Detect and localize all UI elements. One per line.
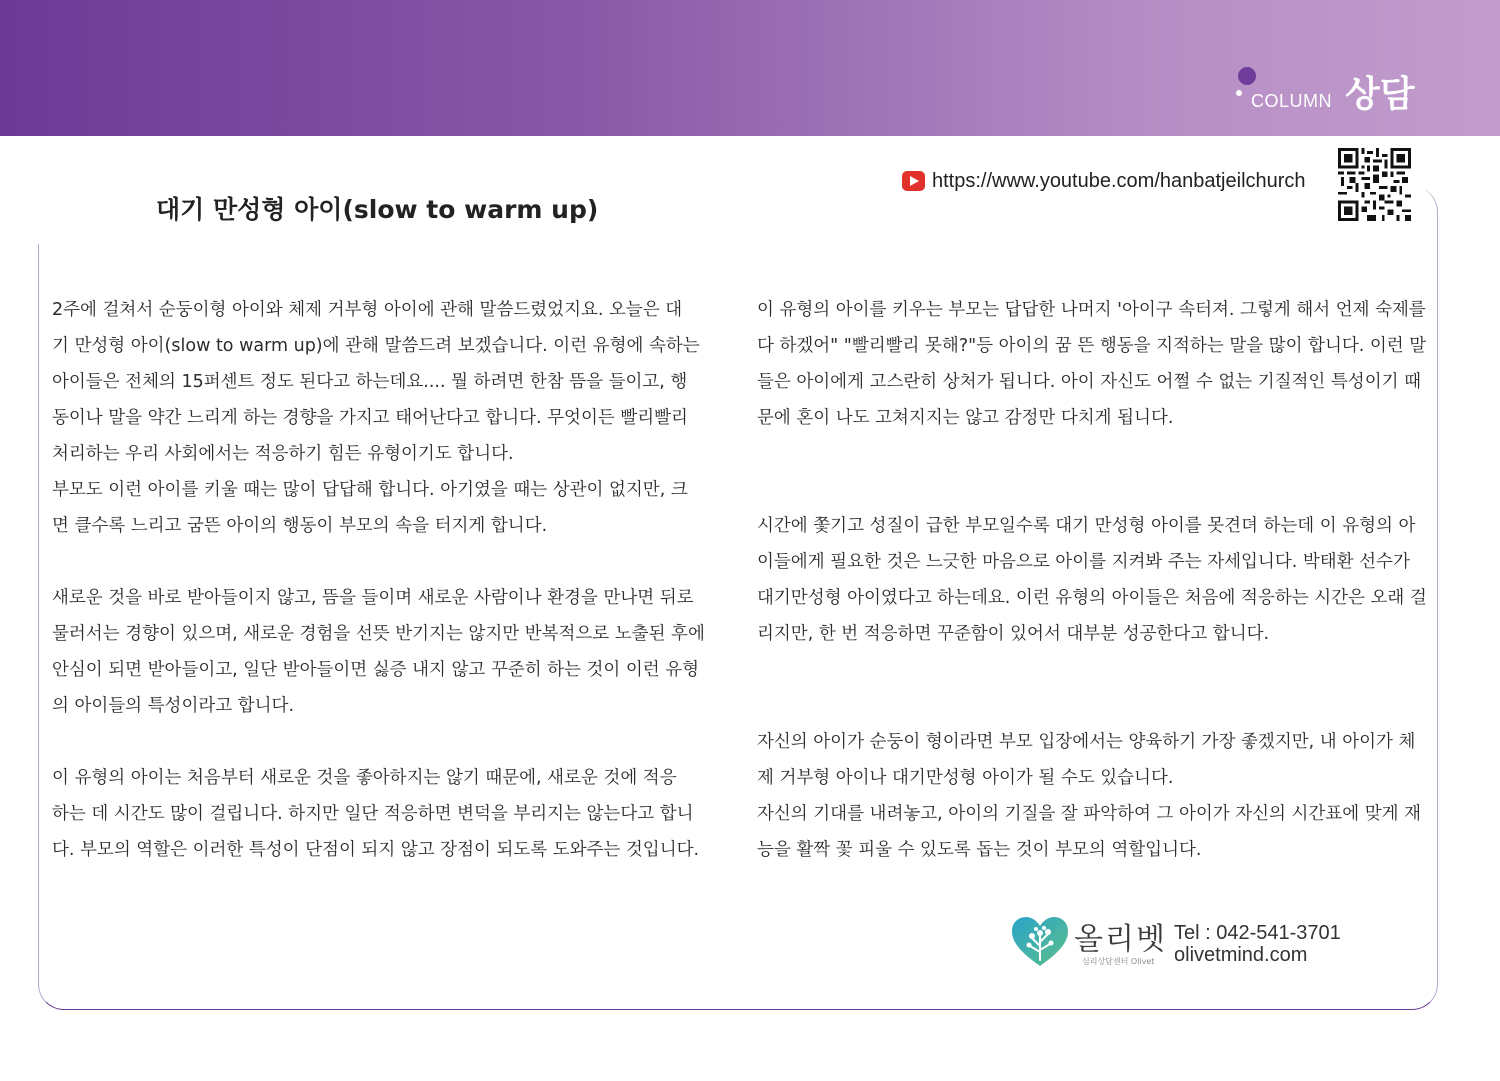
paragraph-line: 부모도 이런 아이를 키울 때는 많이 답답해 합니다. 아기였을 때는 상관이 없지만, 크: [52, 480, 688, 500]
phone-number: Tel : 042-541-3701: [1174, 922, 1341, 944]
paragraph-line: 2주에 걸쳐서 순둥이형 아이와 체제 거부형 아이에 관해 말씀드렸었지요. 오늘은 대: [52, 300, 683, 320]
article-left-column: [52, 292, 716, 868]
paragraph-line: 물러서는 경향이 있으며, 새로운 경험을 선뜻 반기지는 않지만 반복적으로 노출된 후에: [52, 624, 705, 644]
paragraph-gap: [757, 652, 1421, 688]
paragraph-line: 처리하는 우리 사회에서는 적응하기 힘든 유형이기도 합니다.: [52, 444, 514, 464]
paragraph-gap: [757, 436, 1421, 472]
logo-name: 올리벳: [1074, 922, 1167, 957]
paragraph-line: 문에 혼이 나도 고쳐지지는 않고 감정만 다치게 됩니다.: [757, 408, 1174, 428]
article-title: 대기 만성형 아이(slow to warm up): [156, 195, 599, 224]
paragraph-line: 다 하겠어" "빨리빨리 못해?"등 아이의 꿈 뜬 행동을 지적하는 말을 많이 합니다. 이런 말: [757, 336, 1427, 356]
paragraph-gap: [757, 472, 1421, 508]
column-dot-icon: [1238, 67, 1256, 85]
paragraph-line: 들은 아이에게 고스란히 상처가 됩니다. 아이 자신도 어쩔 수 없는 기질적인 특성이기 때: [757, 372, 1421, 392]
youtube-icon[interactable]: [902, 171, 925, 191]
paragraph-line: 안심이 되면 받아들이고, 일단 받아들이면 싫증 내지 않고 꾸준히 하는 것이 이런 유형: [52, 660, 700, 680]
column-label: COLUMN: [1251, 91, 1333, 111]
paragraph-line: 새로운 것을 바로 받아들이지 않고, 뜸을 들이며 새로운 사람이나 환경을 만나면 뒤로: [52, 588, 694, 608]
qr-code-icon[interactable]: [1338, 148, 1411, 221]
paragraph-gap: [52, 724, 716, 760]
paragraph-line: 이 유형의 아이는 처음부터 새로운 것을 좋아하지는 않기 때문에, 새로운 것에 적응: [52, 768, 677, 788]
paragraph-line: 하는 데 시간도 많이 걸립니다. 하지만 일단 적응하면 변덕을 부리지는 않는다고 합니: [52, 804, 694, 824]
paragraph-line: 능을 활짝 꽃 피울 수 있도록 돕는 것이 부모의 역할입니다.: [757, 840, 1202, 860]
olivet-heart-logo-icon: [1010, 916, 1070, 968]
youtube-url-link[interactable]: https://www.youtube.com/hanbatjeilchurch: [932, 170, 1306, 192]
logo-subtitle: 심리상담센터 Olivet: [1082, 957, 1155, 966]
paragraph-line: 리지만, 한 번 적응하면 꾸준함이 있어서 대부분 성공한다고 합니다.: [757, 624, 1270, 644]
header-banner: [0, 0, 1500, 136]
paragraph-gap: [52, 544, 716, 580]
paragraph-line: 제 거부형 아이나 대기만성형 아이가 될 수도 있습니다.: [757, 768, 1174, 788]
paragraph-line: 이들에게 필요한 것은 느긋한 마음으로 아이를 지켜봐 주는 자세입니다. 박태환 선수가: [757, 552, 1410, 572]
paragraph-line: 대기만성형 아이였다고 하는데요. 이런 유형의 아이들은 처음에 적응하는 시간은 오래 걸: [757, 588, 1427, 608]
column-title: 상담: [1345, 74, 1415, 115]
column-small-dot-icon: [1236, 90, 1242, 96]
article-right-column: [757, 292, 1427, 868]
paragraph-line: 시간에 쫓기고 성질이 급한 부모일수록 대기 만성형 아이를 못견뎌 하는데 이 유형의 아: [757, 516, 1416, 536]
paragraph-line: 동이나 말을 약간 느리게 하는 경향을 가지고 태어난다고 합니다. 무엇이든 빨리빨리: [52, 408, 688, 428]
paragraph-line: 아이들은 전체의 15퍼센트 정도 된다고 하는데요.... 뭘 하려면 한참 뜸을 들이고, 행: [52, 372, 688, 392]
paragraph-gap: [757, 688, 1421, 724]
paragraph-line: 자신의 아이가 순둥이 형이라면 부모 입장에서는 양육하기 가장 좋겠지만, 내 아이가 체: [757, 732, 1416, 752]
paragraph-line: 면 클수록 느리고 굼뜬 아이의 행동이 부모의 속을 터지게 합니다.: [52, 516, 548, 536]
website-link[interactable]: olivetmind.com: [1174, 944, 1308, 966]
paragraph-line: 의 아이들의 특성이라고 합니다.: [52, 696, 295, 716]
frame-gap-left: [30, 180, 50, 244]
paragraph-line: 자신의 기대를 내려놓고, 아이의 기질을 잘 파악하여 그 아이가 자신의 시간표에 맞게 재: [757, 804, 1421, 824]
paragraph-line: 기 만성형 아이(slow to warm up)에 관해 말씀드려 보겠습니다. 이런 유형에 속하는: [52, 336, 700, 356]
paragraph-line: 이 유형의 아이를 키우는 부모는 답답한 나머지 '아이구 속터져. 그렇게 해서 언제 숙제를: [757, 300, 1426, 320]
paragraph-line: 다. 부모의 역할은 이러한 특성이 단점이 되지 않고 장점이 되도록 도와주는 것입니다.: [52, 840, 700, 860]
